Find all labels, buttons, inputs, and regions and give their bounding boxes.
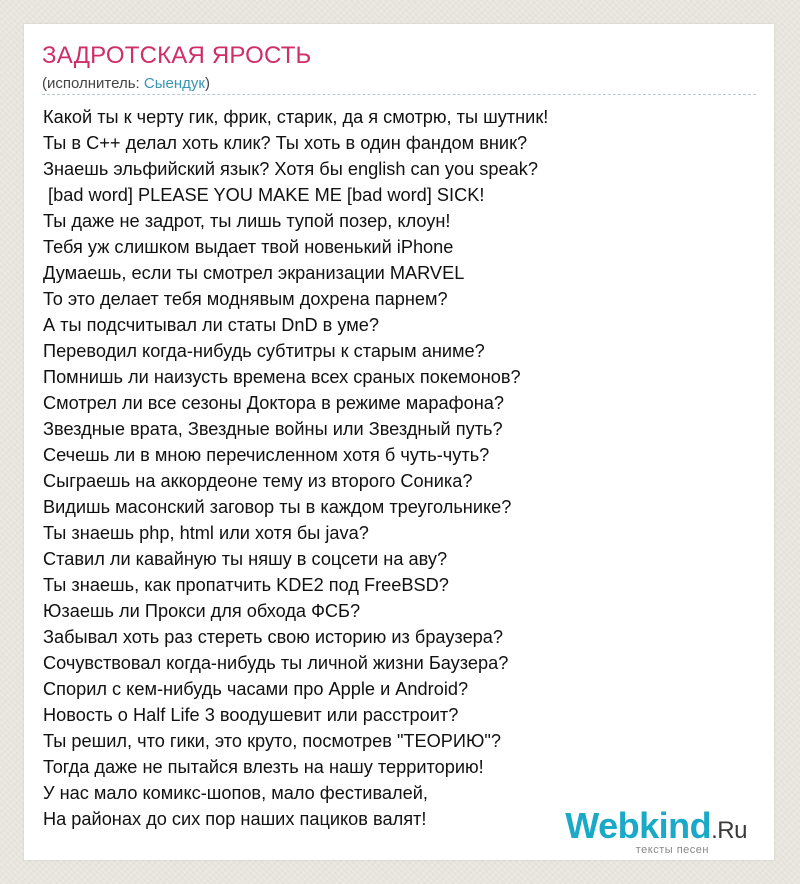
lyric-line: Спорил с кем-нибудь часами про Apple и Android? — [43, 679, 469, 699]
artist-line — [42, 75, 210, 92]
lyric-line: То это делает тебя моднявым дохрена парнем? — [43, 289, 448, 309]
lyric-line: [bad word] PLEASE YOU MAKE ME [bad word] SICK! — [43, 185, 485, 205]
lyric-line: Думаешь, если ты смотрел экранизации MARVEL — [43, 263, 465, 283]
lyric-line: Сочувствовал когда-нибудь ты личной жизни Баузера? — [43, 653, 509, 673]
lyric-line: Сечешь ли в мною перечисленном хотя б чуть-чуть? — [43, 445, 490, 465]
logo-name: Webkind — [565, 805, 712, 846]
lyric-line: Тебя уж слишком выдает твой новенький iPhone — [43, 237, 454, 257]
artist-link[interactable]: Сыендук — [143, 75, 205, 92]
divider — [42, 94, 756, 95]
lyric-line: Сыграешь на аккордеоне тему из второго Соника? — [43, 471, 473, 491]
lyric-line: У нас мало комикс-шопов, мало фестивалей, — [43, 783, 428, 803]
lyric-line: Новость о Half Life 3 воодушевит или расстроит? — [43, 705, 459, 725]
lyric-line: Звездные врата, Звездные войны или Звездный путь? — [43, 419, 503, 439]
lyric-line: Помнишь ли наизусть времена всех сраных покемонов? — [43, 367, 521, 387]
lyric-line: Ты даже не задрот, ты лишь тупой позер, клоун! — [43, 211, 451, 231]
webkind-logo[interactable] — [565, 807, 747, 856]
lyric-line: Ты знаешь php, html или хотя бы java? — [43, 523, 369, 543]
logo-tagline: тексты песен — [635, 844, 709, 856]
lyric-line: Знаешь эльфийский язык? Хотя бы english can you speak? — [43, 159, 538, 179]
lyrics-card — [24, 24, 774, 860]
lyric-line: Смотрел ли все сезоны Доктора в режиме марафона? — [43, 393, 505, 413]
artist-prefix: (исполнитель: — [42, 75, 144, 92]
lyric-line: Тогда даже не пытайся влезть на нашу территорию! — [43, 757, 484, 777]
lyric-line: Ты решил, что гики, это круто, посмотрев "ТЕОРИЮ"? — [43, 731, 501, 751]
lyric-line: Ты в С++ делал хоть клик? Ты хоть в один фандом вник? — [43, 133, 528, 153]
lyric-line: На районах до сих пор наших пациков валят! — [43, 809, 427, 829]
lyric-line: А ты подсчитывал ли статы DnD в уме? — [43, 315, 379, 335]
artist-suffix: ) — [204, 75, 210, 92]
song-title: ЗАДРОТСКАЯ ЯРОСТЬ — [42, 42, 312, 69]
lyrics-text — [43, 104, 763, 832]
lyric-line: Забывал хоть раз стереть свою историю из браузера? — [43, 627, 504, 647]
lyric-line: Ставил ли кавайную ты няшу в соцсети на аву? — [43, 549, 448, 569]
lyric-line: Видишь масонский заговор ты в каждом треугольнике? — [43, 497, 512, 517]
lyric-line: Какой ты к черту гик, фрик, старик, да я смотрю, ты шутник! — [43, 107, 549, 127]
logo-tld: .Ru — [711, 817, 747, 844]
lyric-line: Переводил когда-нибудь субтитры к старым аниме? — [43, 341, 485, 361]
lyric-line: Юзаешь ли Прокси для обхода ФСБ? — [43, 601, 361, 621]
lyric-line: Ты знаешь, как пропатчить KDE2 под FreeBSD? — [43, 575, 449, 595]
